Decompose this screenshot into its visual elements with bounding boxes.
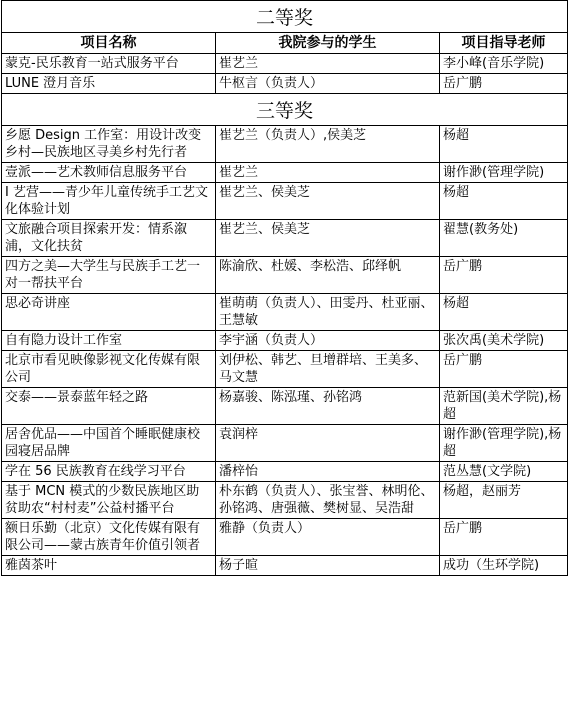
table-row [2,331,568,351]
cell-advisor: 杨超，赵丽芳 [440,482,568,519]
table-row [2,183,568,220]
cell-project-name: LUNE 澄月音乐 [2,74,216,94]
cell-project-name: I 艺营——青少年儿童传统手工艺文化体验计划 [2,183,216,220]
table-row [2,126,568,163]
cell-students: 雅静（负责人） [216,519,440,556]
cell-project-name: 壹派——艺术教师信息服务平台 [2,163,216,183]
table-row [2,519,568,556]
cell-project-name: 四方之美—大学生与民族手工艺一对一帮扶平台 [2,257,216,294]
table-row [2,294,568,331]
cell-advisor: 成功（生环学院) [440,556,568,576]
cell-students: 牛枢言（负责人） [216,74,440,94]
cell-students: 袁润梓 [216,425,440,462]
awards-table-container [1,0,567,576]
cell-project-name: 乡愿 Design 工作室：用设计改变乡村—民族地区寻美乡村先行者 [2,126,216,163]
cell-project-name: 基于 MCN 模式的少数民族地区助贫助农“村村麦”公益村播平台 [2,482,216,519]
cell-students: 李宇涵（负责人） [216,331,440,351]
cell-project-name: 北京市看见映像影视文化传媒有限公司 [2,351,216,388]
cell-advisor: 谢作渺(管理学院),杨超 [440,425,568,462]
cell-students: 崔萌萌（负责人）、田雯丹、杜亚丽、王慧敏 [216,294,440,331]
cell-students: 朴东鹤（负责人）、张宝誉、林明伦、孙铭鸿、唐强薇、樊树显、吴浩甜 [216,482,440,519]
cell-students: 刘伊松、韩艺、旦增群培、王美多、马文慧 [216,351,440,388]
cell-students: 陈渝欣、杜媛、李松浩、邱绎帆 [216,257,440,294]
cell-advisor: 谢作渺(管理学院) [440,163,568,183]
header-project-name: 项目名称 [2,33,216,54]
table-row [2,54,568,74]
cell-students: 崔艺兰、侯美芝 [216,220,440,257]
header-advisor: 项目指导老师 [440,33,568,54]
cell-advisor: 范丛慧(文学院) [440,462,568,482]
awards-table [1,0,568,576]
table-row [2,351,568,388]
cell-advisor: 岳广鹏 [440,74,568,94]
cell-students: 崔艺兰 [216,163,440,183]
cell-students: 杨嘉骏、陈泓瑾、孙铭鸿 [216,388,440,425]
header-row [2,33,568,54]
cell-project-name: 思必奇讲座 [2,294,216,331]
table-row [2,163,568,183]
section-title-third-prize: 三等奖 [2,94,568,126]
cell-students: 崔艺兰 [216,54,440,74]
cell-project-name: 交泰——景泰蓝年轻之路 [2,388,216,425]
cell-advisor: 张次禹(美术学院) [440,331,568,351]
table-row [2,220,568,257]
cell-project-name: 自有隐力设计工作室 [2,331,216,351]
cell-students: 崔艺兰、侯美芝 [216,183,440,220]
table-row [2,257,568,294]
cell-advisor: 杨超 [440,294,568,331]
cell-advisor: 岳广鹏 [440,351,568,388]
header-students: 我院参与的学生 [216,33,440,54]
cell-project-name: 雅茵茶叶 [2,556,216,576]
table-row [2,462,568,482]
cell-advisor: 翟慧(教务处) [440,220,568,257]
cell-project-name: 居舍优品——中国首个睡眠健康校园寝居品牌 [2,425,216,462]
section-title-second-prize: 二等奖 [2,1,568,33]
table-row [2,556,568,576]
cell-advisor: 李小峰(音乐学院) [440,54,568,74]
cell-advisor: 杨超 [440,183,568,220]
cell-students: 杨子暄 [216,556,440,576]
table-row [2,388,568,425]
cell-project-name: 蒙克-民乐教育一站式服务平台 [2,54,216,74]
cell-students: 潘梓怡 [216,462,440,482]
cell-project-name: 学在 56 民族教育在线学习平台 [2,462,216,482]
table-row [2,425,568,462]
table-row [2,482,568,519]
table-row [2,74,568,94]
cell-advisor: 杨超 [440,126,568,163]
section-row-third [2,94,568,126]
cell-advisor: 范新国(美术学院),杨超 [440,388,568,425]
section-row-second [2,1,568,33]
cell-advisor: 岳广鹏 [440,257,568,294]
cell-project-name: 额日乐勤（北京）文化传媒有限有限公司——蒙古族青年价值引领者 [2,519,216,556]
cell-students: 崔艺兰（负责人）,侯美芝 [216,126,440,163]
cell-advisor: 岳广鹏 [440,519,568,556]
cell-project-name: 文旅融合项目探索开发：情系溆浦，文化扶贫 [2,220,216,257]
